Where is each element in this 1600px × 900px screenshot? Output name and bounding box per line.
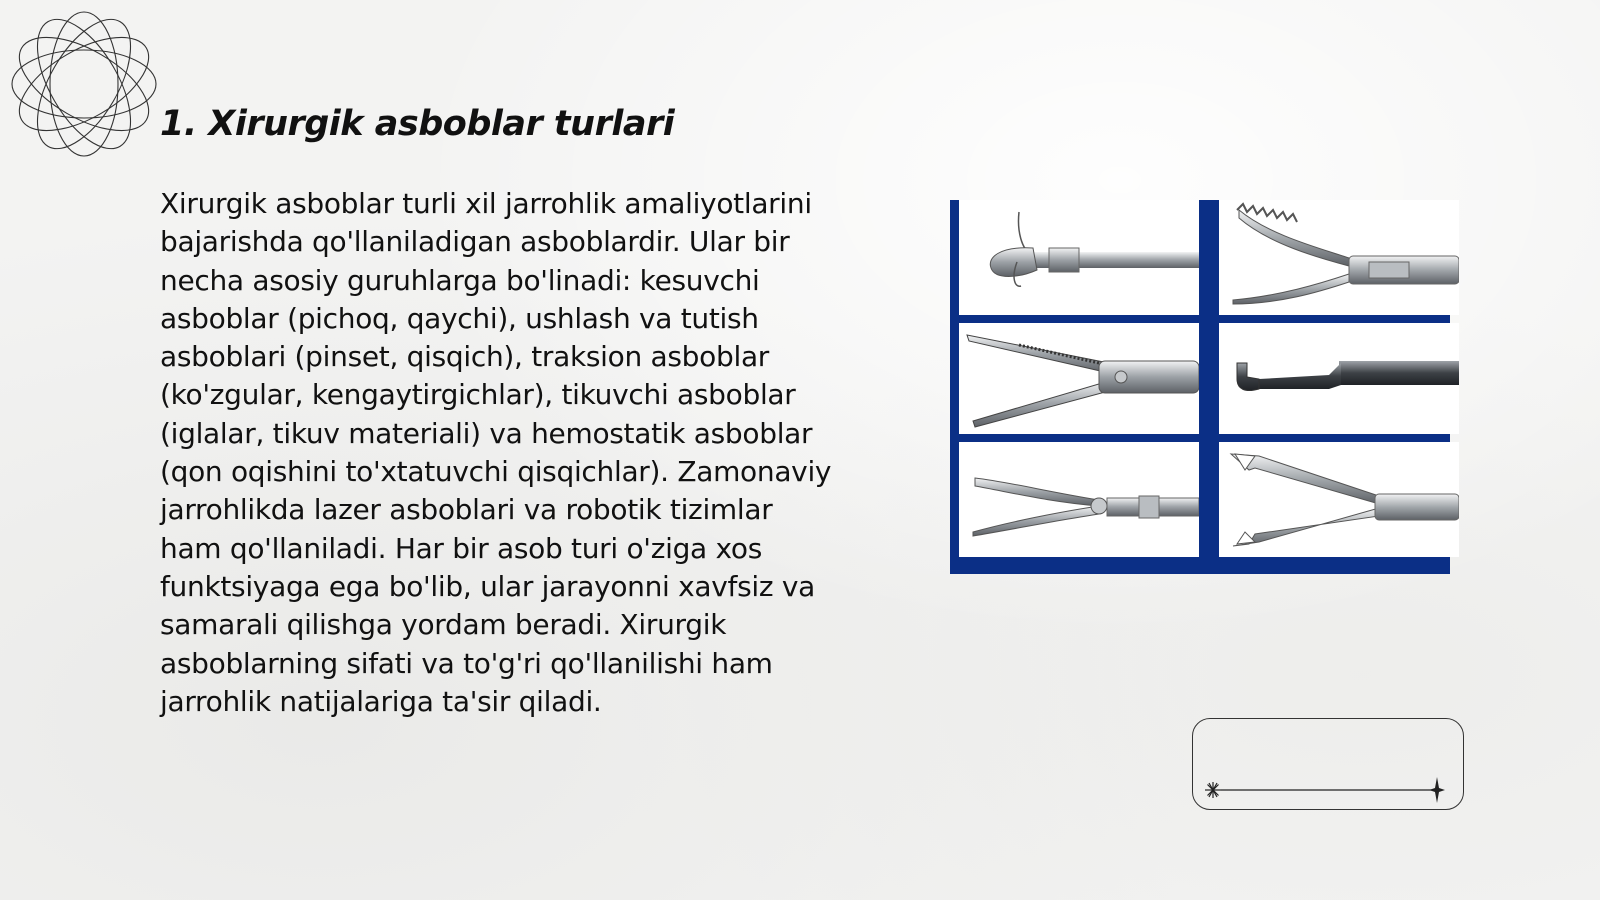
decorative-divider-line — [1205, 772, 1445, 808]
surgical-instruments-image — [950, 200, 1450, 574]
starburst-icon — [1205, 782, 1221, 798]
circular-line-ornament-icon — [10, 10, 158, 158]
sparkle-icon — [1429, 777, 1445, 803]
instrument-image-serrated-forceps — [1219, 200, 1459, 315]
instrument-image-fenestrated-grasper — [1219, 442, 1459, 557]
slide-body-text: Xirurgik asboblar turli xil jarrohlik amaliyotlarini bajarishda qo'llaniladigan asboblardir. Ular bir necha asosiy guruhlarga bo'linadi: kesuvchi asboblar (pichoq, qaychi), ushlash va tutish asboblari (pinset, qisqich), traksion asboblar (ko'zgular, kengaytirgichlar), tikuvchi asboblar (iglalar, tikuv materiali) va hemostatik asboblar (qon oqishini to'xtatuvchi qisqichlar). Zamonaviy jarrohlikda lazer asboblari va robotik tizimlar ham qo'llaniladi. Har bir asob turi o'ziga xos funktsiyaga ega bo'lib, ular jarayonni xavfsiz va samarali qilishga yordam beradi. Xirurgik asboblarning sifati va to'g'ri qo'llanilishi ham jarrohlik natijalariga ta'sir qiladi. — [160, 187, 832, 718]
instrument-image-scissors — [959, 442, 1199, 557]
instrument-image-hook-probe — [959, 200, 1199, 315]
instrument-image-angled-probe — [1219, 323, 1459, 434]
instrument-image-needle-holder — [959, 323, 1199, 434]
slide-title: 1. Xirurgik asboblar turlari — [160, 104, 675, 144]
